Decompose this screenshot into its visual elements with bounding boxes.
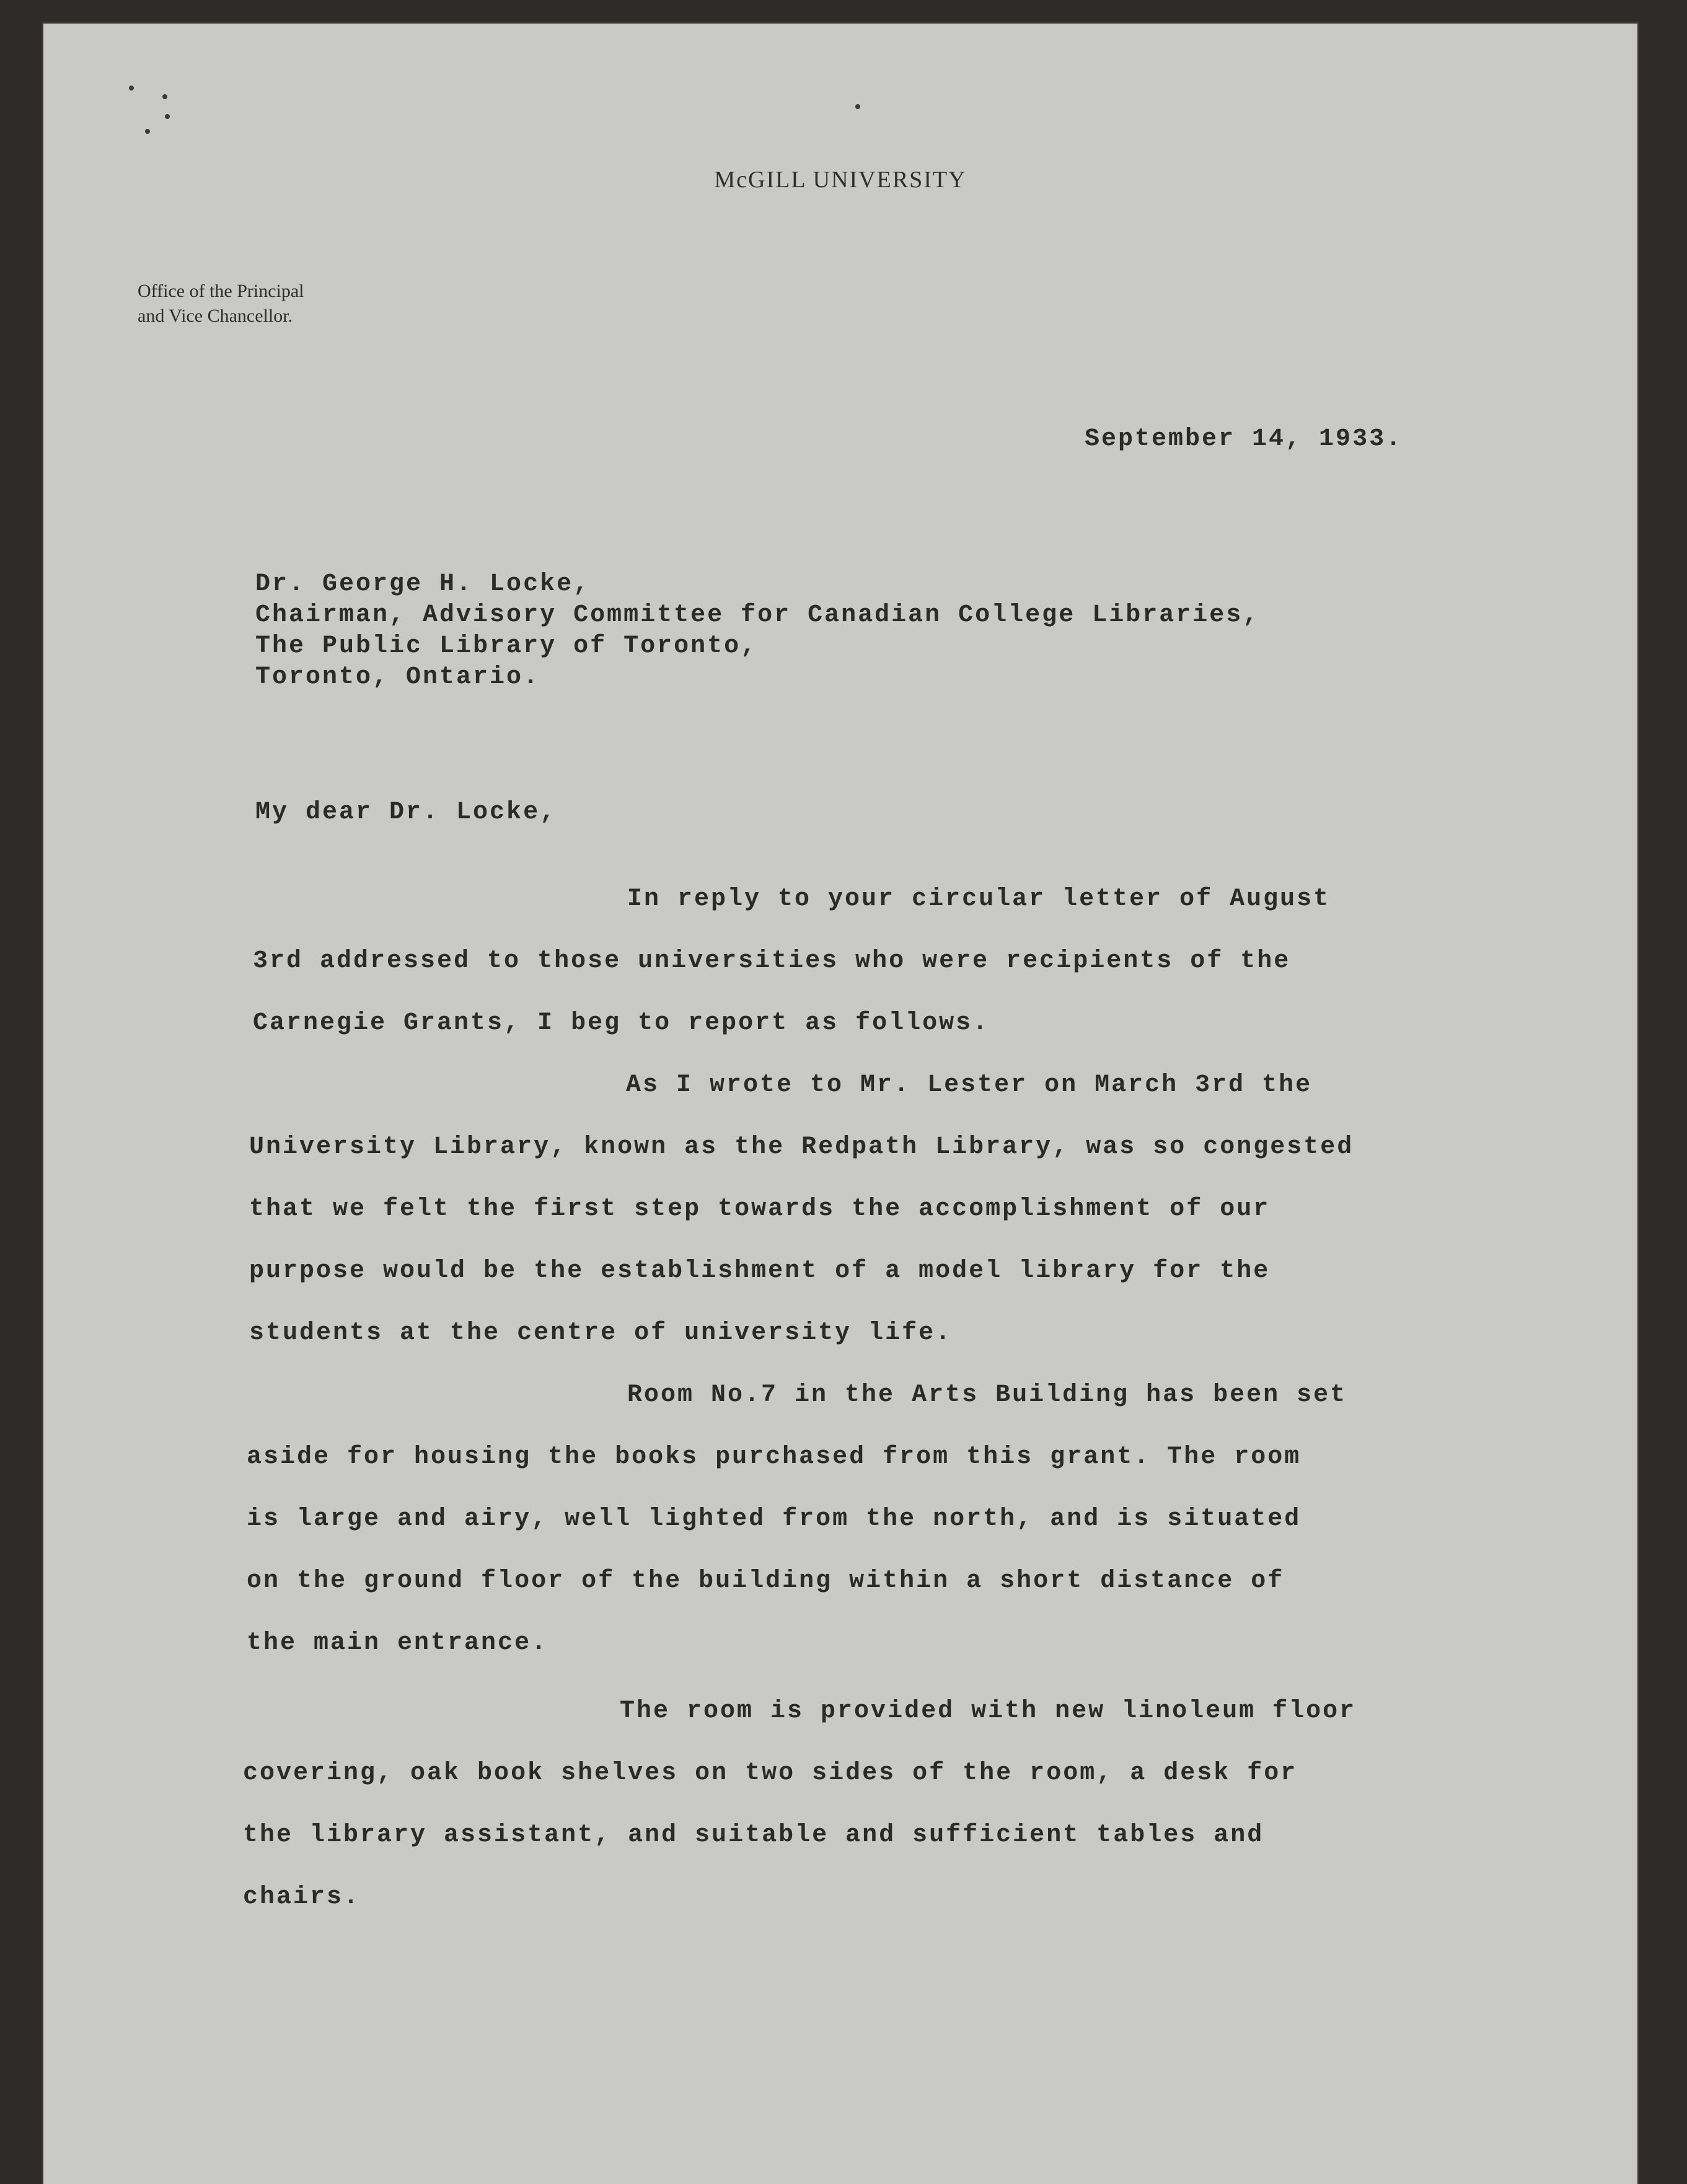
ink-speck [165,114,170,119]
body-line: The room is provided with new linoleum floor [620,1697,1357,1725]
body-line: Room No.7 in the Arts Building has been set [627,1381,1347,1409]
ink-speck [162,94,167,99]
address-line: Chairman, Advisory Committee for Canadian College Libraries, [255,601,1260,629]
body-line: chairs. [243,1883,361,1911]
ink-speck [145,129,150,134]
body-line: that we felt the first step towards the accomplishment of our [249,1195,1271,1223]
body-line: aside for housing the books purchased from this grant. The room [247,1443,1302,1471]
letterhead-office [138,279,304,329]
body-line: the main entrance. [247,1629,548,1657]
body-line: 3rd addressed to those universities who were recipients of the [253,947,1291,975]
recipient-address [255,569,1259,693]
letter-page [43,24,1637,2184]
salutation: My dear Dr. Locke, [255,798,557,826]
address-line: The Public Library of Toronto, [255,632,758,660]
body-line: University Library, known as the Redpath Library, was so congested [249,1133,1354,1161]
body-line: As I wrote to Mr. Lester on March 3rd the [626,1071,1313,1099]
office-line: Office of the Principal [138,281,304,301]
body-line: students at the centre of university life. [249,1319,953,1347]
letterhead-university: McGILL UNIVERSITY [714,167,967,193]
body-line: covering, oak book shelves on two sides of the room, a desk for [243,1759,1298,1787]
letter-date: September 14, 1933. [1085,425,1403,453]
ink-speck [129,86,134,91]
body-line: purpose would be the establishment of a model library for the [249,1257,1271,1285]
ink-speck [855,104,860,109]
office-line: and Vice Chancellor. [138,306,293,326]
body-line: on the ground floor of the building within a short distance of [247,1567,1285,1595]
body-line: the library assistant, and suitable and sufficient tables and [243,1821,1264,1849]
body-line: is large and airy, well lighted from the north, and is situated [247,1505,1302,1533]
body-line: Carnegie Grants, I beg to report as follows. [253,1009,990,1037]
address-line: Toronto, Ontario. [255,663,540,691]
address-line: Dr. George H. Locke, [255,570,591,598]
body-line: In reply to your circular letter of August [627,885,1331,913]
